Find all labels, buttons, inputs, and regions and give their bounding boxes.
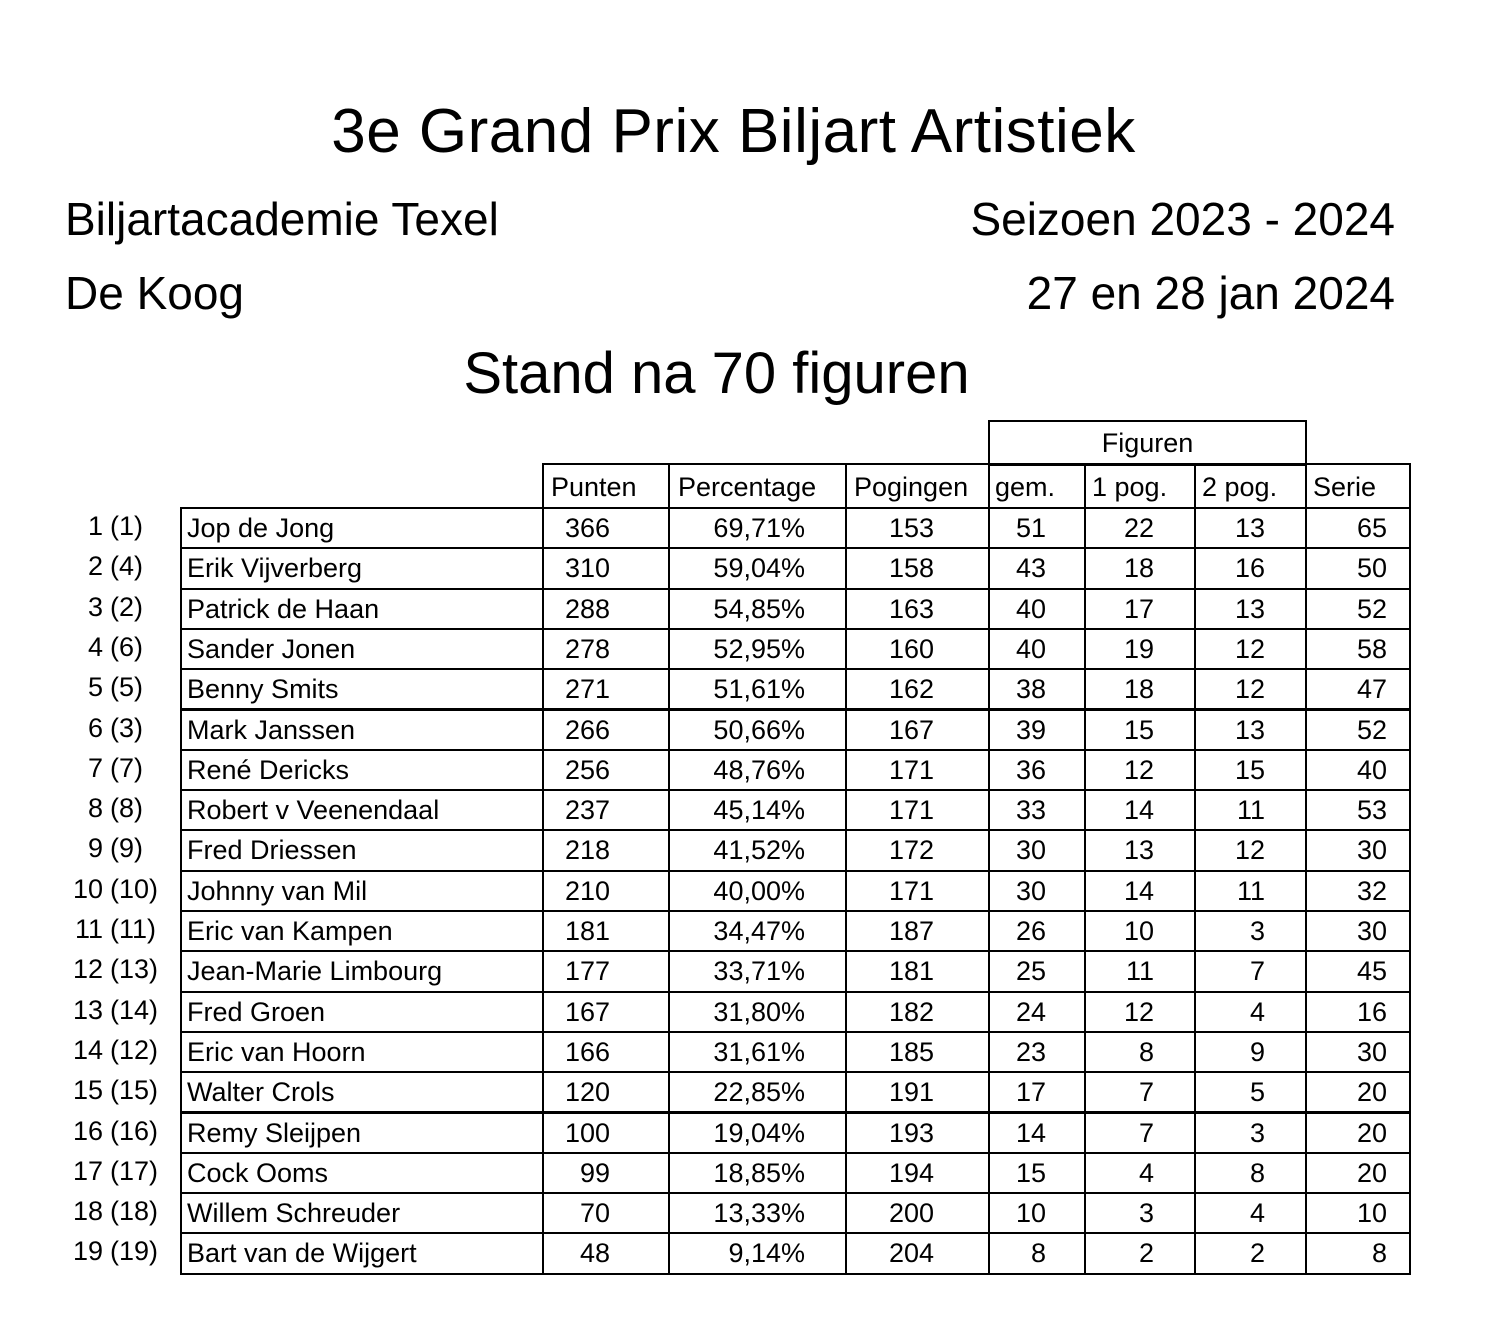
cell-percentage: 19,04% [668,1112,847,1154]
previous-rank: (10) [110,873,159,904]
cell-serie: 30 [1305,1031,1411,1073]
event-date: 27 en 28 jan 2024 [1026,267,1395,319]
previous-rank: (1) [110,511,143,541]
player-name: Willem Schreuder [180,1192,544,1234]
cell-percentage: 41,52% [668,829,847,871]
cell-pog1: 13 [1084,829,1196,871]
rank-number: 2 [87,551,103,582]
player-name: Robert v Veenendaal [180,789,544,831]
cell-pog2: 4 [1194,991,1307,1033]
cell-pog1: 18 [1084,547,1196,589]
cell-punten: 167 [542,991,670,1033]
cell-gem: 43 [988,547,1086,589]
previous-rank: (13) [110,954,159,985]
location: De Koog [65,267,245,319]
player-name: René Dericks [180,749,544,791]
cell-serie: 10 [1305,1192,1411,1234]
rank-number: 14 [72,1034,103,1065]
cell-pog2: 13 [1194,507,1307,549]
previous-rank: (11) [110,914,157,944]
previous-rank: (14) [110,994,159,1025]
player-name: Walter Crols [180,1071,544,1113]
column-header: gem. [988,463,1086,509]
cell-serie: 52 [1305,588,1411,630]
rank-number: 8 [87,793,103,824]
cell-serie: 30 [1305,829,1411,871]
cell-serie: 32 [1305,870,1411,912]
cell-punten: 271 [542,668,670,710]
player-name: Fred Groen [180,991,544,1033]
cell-pog1: 8 [1084,1031,1196,1073]
cell-percentage: 45,14% [668,789,847,831]
cell-pog1: 2 [1084,1232,1196,1274]
cell-pog2: 5 [1194,1071,1307,1113]
cell-pog1: 19 [1084,628,1196,670]
rank-number: 1 [87,511,103,541]
cell-gem: 30 [988,870,1086,912]
previous-rank: (8) [110,793,143,824]
cell-percentage: 54,85% [668,588,847,630]
cell-serie: 20 [1305,1152,1411,1194]
cell-punten: 288 [542,588,670,630]
cell-gem: 33 [988,789,1086,831]
previous-rank: (12) [110,1034,159,1065]
cell-gem: 15 [988,1152,1086,1194]
cell-pogingen: 171 [845,789,990,831]
cell-pogingen: 163 [845,588,990,630]
cell-pog2: 13 [1194,588,1307,630]
cell-pogingen: 171 [845,870,990,912]
cell-serie: 52 [1305,709,1411,751]
cell-serie: 50 [1305,547,1411,589]
cell-punten: 310 [542,547,670,589]
cell-percentage: 34,47% [668,910,847,952]
rank-number: 10 [72,873,103,904]
cell-pog1: 7 [1084,1071,1196,1113]
cell-pog1: 15 [1084,709,1196,751]
cell-punten: 99 [542,1152,670,1194]
cell-serie: 30 [1305,910,1411,952]
column-header: Pogingen [845,463,990,509]
player-name: Johnny van Mil [180,870,544,912]
rank-number: 15 [72,1075,103,1106]
cell-pogingen: 191 [845,1071,990,1113]
figuren-group-header: Figuren [988,420,1307,466]
player-name: Bart van de Wijgert [180,1232,544,1274]
cell-percentage: 33,71% [668,950,847,992]
cell-percentage: 69,71% [668,507,847,549]
previous-rank: (17) [110,1155,159,1186]
cell-gem: 38 [988,668,1086,710]
cell-pog2: 13 [1194,709,1307,751]
cell-pogingen: 181 [845,950,990,992]
cell-gem: 39 [988,709,1086,751]
cell-percentage: 9,14% [668,1232,847,1274]
previous-rank: (16) [110,1115,159,1146]
cell-punten: 210 [542,870,670,912]
rank-number: 11 [74,914,103,944]
rank-number: 19 [72,1236,103,1267]
cell-punten: 70 [542,1192,670,1234]
season: Seizoen 2023 - 2024 [970,193,1395,245]
previous-rank: (18) [110,1196,159,1227]
cell-punten: 166 [542,1031,670,1073]
cell-pog1: 11 [1084,950,1196,992]
organizer: Biljartacademie Texel [65,193,499,245]
cell-pogingen: 194 [845,1152,990,1194]
cell-pogingen: 193 [845,1112,990,1154]
cell-percentage: 50,66% [668,709,847,751]
cell-pogingen: 185 [845,1031,990,1073]
cell-pog1: 17 [1084,588,1196,630]
cell-percentage: 59,04% [668,547,847,589]
cell-punten: 256 [542,749,670,791]
rank-number: 9 [87,833,103,864]
cell-pogingen: 182 [845,991,990,1033]
cell-punten: 120 [542,1071,670,1113]
cell-pogingen: 153 [845,507,990,549]
cell-pog2: 12 [1194,628,1307,670]
rank-number: 18 [72,1196,103,1227]
column-header: Serie [1305,463,1411,509]
previous-rank: (5) [110,672,143,703]
cell-pogingen: 200 [845,1192,990,1234]
cell-pogingen: 172 [845,829,990,871]
cell-gem: 23 [988,1031,1086,1073]
cell-gem: 8 [988,1232,1086,1274]
cell-gem: 40 [988,588,1086,630]
cell-gem: 40 [988,628,1086,670]
cell-pog1: 3 [1084,1192,1196,1234]
cell-serie: 20 [1305,1112,1411,1154]
cell-pog1: 7 [1084,1112,1196,1154]
cell-pog2: 2 [1194,1232,1307,1274]
cell-punten: 237 [542,789,670,831]
cell-pog2: 8 [1194,1152,1307,1194]
cell-gem: 36 [988,749,1086,791]
cell-gem: 51 [988,507,1086,549]
previous-rank: (4) [110,551,143,582]
cell-punten: 266 [542,709,670,751]
cell-percentage: 52,95% [668,628,847,670]
player-name: Eric van Kampen [180,910,544,952]
cell-pog2: 11 [1194,870,1307,912]
cell-gem: 30 [988,829,1086,871]
cell-pog1: 4 [1084,1152,1196,1194]
player-name: Jop de Jong [180,507,544,549]
cell-punten: 177 [542,950,670,992]
cell-pog1: 12 [1084,749,1196,791]
player-name: Benny Smits [180,668,544,710]
cell-pog1: 10 [1084,910,1196,952]
cell-percentage: 40,00% [668,870,847,912]
cell-pog2: 9 [1194,1031,1307,1073]
player-name: Patrick de Haan [180,588,544,630]
cell-punten: 181 [542,910,670,952]
cell-pog2: 11 [1194,789,1307,831]
cell-gem: 14 [988,1112,1086,1154]
cell-pog1: 14 [1084,870,1196,912]
cell-percentage: 31,80% [668,991,847,1033]
cell-percentage: 18,85% [668,1152,847,1194]
cell-pog2: 12 [1194,829,1307,871]
document-title: 3e Grand Prix Biljart Artistiek [331,97,1136,166]
cell-punten: 278 [542,628,670,670]
cell-pog2: 3 [1194,910,1307,952]
cell-pog2: 4 [1194,1192,1307,1234]
cell-pog2: 15 [1194,749,1307,791]
cell-serie: 53 [1305,789,1411,831]
previous-rank: (19) [110,1236,159,1267]
rank-number: 4 [87,631,103,662]
rank-number: 12 [72,954,103,985]
cell-pog2: 7 [1194,950,1307,992]
cell-serie: 20 [1305,1071,1411,1113]
cell-punten: 100 [542,1112,670,1154]
rank-number: 5 [87,672,103,703]
cell-serie: 58 [1305,628,1411,670]
cell-pog2: 16 [1194,547,1307,589]
column-header: 1 pog. [1084,463,1196,509]
cell-punten: 48 [542,1232,670,1274]
previous-rank: (2) [110,591,143,622]
cell-gem: 17 [988,1071,1086,1113]
cell-percentage: 22,85% [668,1071,847,1113]
cell-pogingen: 167 [845,709,990,751]
standings-heading: Stand na 70 figuren [463,341,970,406]
player-name: Sander Jonen [180,628,544,670]
cell-punten: 366 [542,507,670,549]
cell-pogingen: 158 [845,547,990,589]
cell-gem: 24 [988,991,1086,1033]
cell-pog1: 12 [1084,991,1196,1033]
player-name: Fred Driessen [180,829,544,871]
previous-rank: (15) [110,1075,159,1106]
previous-rank: (6) [110,631,143,662]
previous-rank: (7) [110,752,143,783]
cell-gem: 25 [988,950,1086,992]
rank-number: 13 [72,994,103,1025]
previous-rank: (3) [110,712,143,743]
cell-punten: 218 [542,829,670,871]
cell-percentage: 48,76% [668,749,847,791]
cell-pog2: 3 [1194,1112,1307,1154]
cell-pogingen: 187 [845,910,990,952]
rank-number: 17 [72,1155,103,1186]
cell-percentage: 51,61% [668,668,847,710]
player-name: Erik Vijverberg [180,547,544,589]
cell-serie: 16 [1305,991,1411,1033]
column-header: Punten [542,463,670,509]
column-header: 2 pog. [1194,463,1307,509]
cell-serie: 45 [1305,950,1411,992]
cell-pog1: 18 [1084,668,1196,710]
player-name: Mark Janssen [180,709,544,751]
cell-pog1: 22 [1084,507,1196,549]
rank-number: 7 [87,752,103,783]
cell-serie: 47 [1305,668,1411,710]
cell-gem: 26 [988,910,1086,952]
player-name: Eric van Hoorn [180,1031,544,1073]
previous-rank: (9) [110,833,143,864]
rank-number: 6 [87,712,103,743]
cell-pogingen: 204 [845,1232,990,1274]
cell-serie: 65 [1305,507,1411,549]
rank-number: 16 [72,1115,103,1146]
player-name: Cock Ooms [180,1152,544,1194]
cell-serie: 40 [1305,749,1411,791]
cell-pog1: 14 [1084,789,1196,831]
cell-percentage: 13,33% [668,1192,847,1234]
player-name: Jean-Marie Limbourg [180,950,544,992]
column-header: Percentage [668,463,847,509]
cell-pogingen: 171 [845,749,990,791]
cell-gem: 10 [988,1192,1086,1234]
cell-pogingen: 162 [845,668,990,710]
rank-number: 3 [87,591,103,622]
cell-pog2: 12 [1194,668,1307,710]
player-name: Remy Sleijpen [180,1112,544,1154]
cell-serie: 8 [1305,1232,1411,1274]
cell-percentage: 31,61% [668,1031,847,1073]
cell-pogingen: 160 [845,628,990,670]
